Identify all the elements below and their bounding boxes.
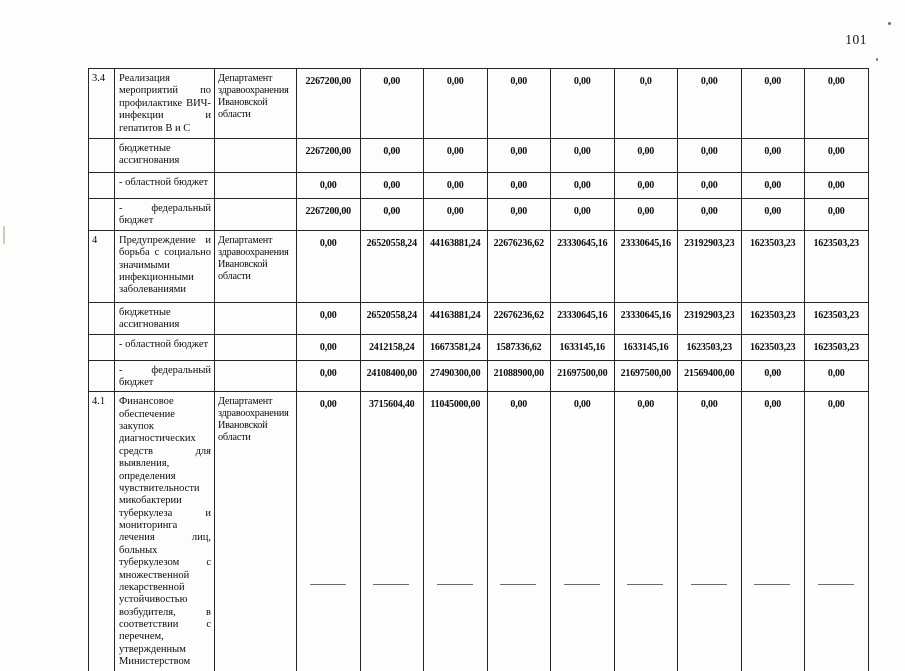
value-cell: 0,00 — [741, 392, 805, 671]
value-cell: 0,00 — [614, 173, 678, 199]
value-cell: 23330645,16 — [614, 230, 678, 302]
value-cell: 1623503,23 — [678, 334, 742, 360]
value-cell: 0,00 — [805, 69, 869, 139]
value-cell: 2267200,00 — [297, 69, 361, 139]
value-cell: 0,00 — [551, 173, 615, 199]
value-cell: 1587336,62 — [487, 334, 551, 360]
value-cell: 16673581,24 — [424, 334, 488, 360]
table-row — [89, 69, 869, 139]
value-cell: 0,00 — [360, 69, 424, 139]
row-department-cell — [215, 334, 297, 360]
value-cell: 21697500,00 — [551, 360, 615, 392]
value-cell: 0,00 — [297, 334, 361, 360]
row-title-cell: - федеральный бюджет — [115, 360, 215, 392]
value-cell: 23330645,16 — [551, 230, 615, 302]
value-cell: 0,00 — [297, 230, 361, 302]
table-row — [89, 392, 869, 671]
value-cell: 21569400,00 — [678, 360, 742, 392]
row-number-cell: 3.4 — [89, 69, 115, 139]
value-cell: 44163881,24 — [424, 302, 488, 334]
budget-table-body — [89, 69, 869, 671]
value-cell: 21697500,00 — [614, 360, 678, 392]
row-title-cell: Финансовое обеспечение закупок диагностических средств для выявления, определения чувствительности микобактерии туберкулеза и мониторинга лечения лиц, больных туберкулезом с множественной лекарственной устойчивостью возбудителя, в соответствии с перечнем, утвержденным Министерством — [115, 392, 215, 671]
value-cell: 0,00 — [741, 69, 805, 139]
value-cell: 3715604,40 — [360, 392, 424, 671]
row-number-cell: 4 — [89, 230, 115, 302]
value-cell: 0,00 — [551, 139, 615, 173]
value-cell: 0,00 — [805, 199, 869, 231]
value-cell: 1623503,23 — [805, 230, 869, 302]
value-cell: 0,00 — [424, 199, 488, 231]
value-cell: 0,00 — [360, 173, 424, 199]
row-number-cell — [89, 302, 115, 334]
value-cell: 21088900,00 — [487, 360, 551, 392]
value-cell: 27490300,00 — [424, 360, 488, 392]
value-cell: 0,00 — [297, 173, 361, 199]
row-department-cell — [215, 199, 297, 231]
value-cell: 0,00 — [551, 69, 615, 139]
row-department-cell — [215, 302, 297, 334]
table-row — [89, 360, 869, 392]
value-cell: 0,00 — [805, 173, 869, 199]
table-row — [89, 302, 869, 334]
budget-table — [88, 68, 869, 671]
scan-speck — [888, 22, 891, 25]
value-cell: 23192903,23 — [678, 230, 742, 302]
row-title-cell: бюджетные ассигнования — [115, 302, 215, 334]
value-cell: 0,00 — [551, 199, 615, 231]
row-number-cell — [89, 199, 115, 231]
value-cell: 26520558,24 — [360, 230, 424, 302]
value-cell: 0,00 — [424, 69, 488, 139]
value-cell: 0,00 — [487, 139, 551, 173]
value-cell: 1623503,23 — [741, 302, 805, 334]
table-row — [89, 230, 869, 302]
value-cell: 26520558,24 — [360, 302, 424, 334]
value-cell: 0,00 — [678, 392, 742, 671]
row-department-cell — [215, 173, 297, 199]
table-row — [89, 199, 869, 231]
value-cell: 1633145,16 — [551, 334, 615, 360]
value-cell: 2267200,00 — [297, 139, 361, 173]
value-cell: 0,0 — [614, 69, 678, 139]
value-cell: 1623503,23 — [741, 334, 805, 360]
page-number: 101 — [845, 32, 867, 47]
value-cell: 0,00 — [614, 139, 678, 173]
value-cell: 0,00 — [424, 173, 488, 199]
row-number-cell: 4.1 — [89, 392, 115, 671]
value-cell: 0,00 — [614, 199, 678, 231]
table-row — [89, 139, 869, 173]
value-cell: 0,00 — [741, 199, 805, 231]
value-cell: 1623503,23 — [805, 302, 869, 334]
value-cell: 23330645,16 — [551, 302, 615, 334]
row-number-cell — [89, 360, 115, 392]
value-cell: 0,00 — [805, 139, 869, 173]
value-cell: 0,00 — [805, 360, 869, 392]
value-cell: 0,00 — [678, 173, 742, 199]
value-cell: 0,00 — [424, 139, 488, 173]
value-cell: 2267200,00 — [297, 199, 361, 231]
value-cell: 0,00 — [614, 392, 678, 671]
value-cell: 1623503,23 — [805, 334, 869, 360]
value-cell: 0,00 — [297, 392, 361, 671]
value-cell: 2412158,24 — [360, 334, 424, 360]
row-number-cell — [89, 334, 115, 360]
row-title-cell: Реализация мероприятий по профилактике ВИЧ-инфекции и гепатитов В и С — [115, 69, 215, 139]
value-cell: 0,00 — [297, 302, 361, 334]
value-cell: 23330645,16 — [614, 302, 678, 334]
value-cell: 0,00 — [360, 199, 424, 231]
row-title-cell: - федеральный бюджет — [115, 199, 215, 231]
value-cell: 1633145,16 — [614, 334, 678, 360]
row-number-cell — [89, 173, 115, 199]
value-cell: 0,00 — [360, 139, 424, 173]
value-cell: 0,00 — [678, 69, 742, 139]
value-cell: 0,00 — [487, 69, 551, 139]
row-department-cell — [215, 360, 297, 392]
value-cell: 0,00 — [741, 139, 805, 173]
value-cell: 1623503,23 — [741, 230, 805, 302]
value-cell: 24108400,00 — [360, 360, 424, 392]
scan-speck — [876, 58, 878, 61]
row-department-cell: Департамент здравоохранения Ивановской области — [215, 69, 297, 139]
value-cell: 0,00 — [487, 173, 551, 199]
row-title-cell: - областной бюджет — [115, 334, 215, 360]
value-cell: 0,00 — [297, 360, 361, 392]
row-title-cell: бюджетные ассигнования — [115, 139, 215, 173]
row-number-cell — [89, 139, 115, 173]
row-title-cell: Предупреждение и борьба с социально значимыми инфекционными заболеваниями — [115, 230, 215, 302]
value-cell: 0,00 — [741, 360, 805, 392]
value-cell: 0,00 — [551, 392, 615, 671]
value-cell: 23192903,23 — [678, 302, 742, 334]
table-row — [89, 173, 869, 199]
value-cell: 44163881,24 — [424, 230, 488, 302]
value-cell: 22676236,62 — [487, 230, 551, 302]
value-cell: 22676236,62 — [487, 302, 551, 334]
row-title-cell: - областной бюджет — [115, 173, 215, 199]
table-row — [89, 334, 869, 360]
row-department-cell: Департамент здравоохранения Ивановской области — [215, 230, 297, 302]
value-cell: 0,00 — [805, 392, 869, 671]
value-cell: 0,00 — [678, 199, 742, 231]
scan-margin-mark — [3, 226, 5, 244]
value-cell: 0,00 — [678, 139, 742, 173]
value-cell: 0,00 — [741, 173, 805, 199]
value-cell: 0,00 — [487, 392, 551, 671]
row-department-cell: Департамент здравоохранения Ивановской области — [215, 392, 297, 671]
row-department-cell — [215, 139, 297, 173]
value-cell: 0,00 — [487, 199, 551, 231]
value-cell: 11045000,00 — [424, 392, 488, 671]
